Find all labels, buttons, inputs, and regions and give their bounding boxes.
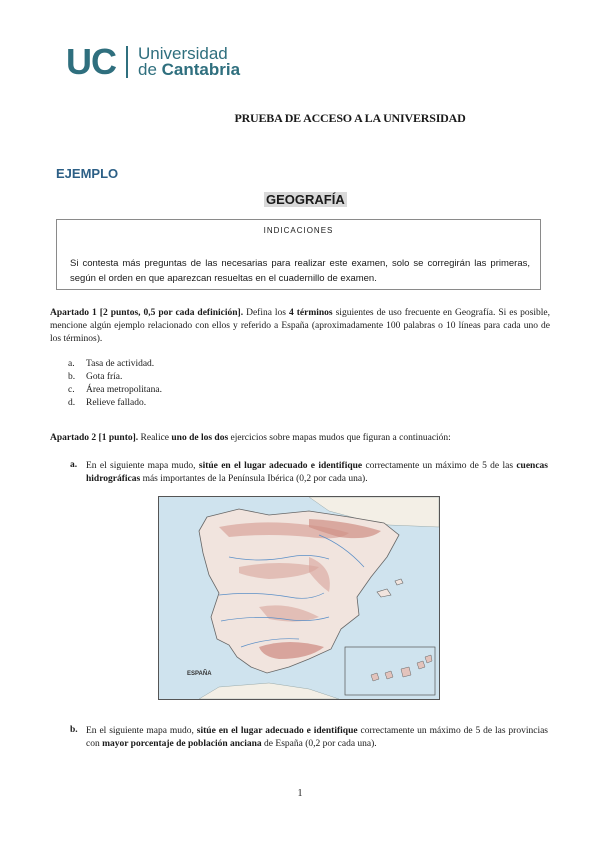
logo-uc-mark: UC xyxy=(66,41,116,82)
logo-line-1: Universidad xyxy=(138,44,228,63)
exercise-a-b1: sitúe en el lugar adecuado e identifique xyxy=(198,461,363,471)
list-marker: c. xyxy=(68,385,75,395)
exercise-b-text xyxy=(86,725,548,751)
section-1-statement xyxy=(50,307,550,346)
logo-line-2 xyxy=(138,62,240,78)
section-2-text-a: Realice xyxy=(138,433,172,443)
logo-line-2-bold: Cantabria xyxy=(161,60,241,79)
exercise-a-marker: a. xyxy=(70,460,78,470)
example-label: EJEMPLO xyxy=(56,166,119,181)
map-country-label: ESPAÑA xyxy=(187,671,212,677)
exam-title: PRUEBA DE ACCESO A LA UNIVERSIDAD xyxy=(234,111,466,125)
list-item xyxy=(68,397,162,410)
exercise-a-text xyxy=(86,460,548,486)
section-2-text-b: ejercicios sobre mapas mudos que figuran a continuación: xyxy=(228,433,451,443)
university-logo xyxy=(66,41,241,82)
indications-text: Si contesta más preguntas de las necesarias para realizar este examen, solo se corregirán las primeras, según el orden en que aparezcan resueltas en el cuadernillo de examen. xyxy=(70,258,530,284)
list-marker: d. xyxy=(68,398,76,408)
exercise-b-b1: sitúe en el lugar adecuado e identifique xyxy=(196,726,358,736)
exercise-a-t2: correctamente un máximo de 5 de las xyxy=(362,461,517,471)
list-item-text: Área metropolitana. xyxy=(86,385,162,395)
exercise-b-t1: En el siguiente mapa mudo, xyxy=(86,726,197,736)
section-1-text-b: siguientes de uso frecuente en Geografía. Si es posible, mencione algún ejemplo relacionado con ellos y referido a España (aproximadamente 100 palabras o 10 líneas para cada uno de los términos). xyxy=(50,308,550,344)
section-1-text-a: Defina los xyxy=(243,308,289,318)
exercise-b-b2: mayor porcentaje de población anciana xyxy=(102,739,262,749)
list-item-text: Relieve fallado. xyxy=(86,398,147,408)
indications-title: INDICACIONES xyxy=(263,226,334,235)
list-item-text: Gota fría. xyxy=(86,372,123,382)
list-marker: a. xyxy=(68,359,75,369)
exercise-a-b2: cuencas hidrográficas xyxy=(86,461,549,484)
section-2-bold: uno de los dos xyxy=(171,433,229,443)
logo-divider xyxy=(126,46,128,78)
list-item xyxy=(68,371,162,384)
section-1-label: Apartado 1 [2 puntos, 0,5 por cada definición]. xyxy=(50,308,244,318)
list-item xyxy=(68,384,162,397)
list-item xyxy=(68,358,162,371)
list-item-text: Tasa de actividad. xyxy=(86,359,155,369)
page-number: 1 xyxy=(297,788,303,799)
exercise-b-t2: correctamente un máximo de 5 de las provincias con xyxy=(86,726,549,749)
map-graphic xyxy=(159,497,439,699)
exercise-a-t1: En el siguiente mapa mudo, xyxy=(86,461,199,471)
logo-line-2-prefix: de xyxy=(138,60,162,79)
section-1-bold-terms: 4 términos xyxy=(289,308,333,318)
indications-box xyxy=(56,219,541,290)
exercise-b-marker: b. xyxy=(70,725,78,735)
exercise-b-t3: de España (0,2 por cada una). xyxy=(261,739,377,749)
spain-relief-map xyxy=(158,496,440,700)
section-2-statement xyxy=(50,432,550,445)
logo-wordmark xyxy=(138,46,240,78)
terms-list xyxy=(68,358,162,410)
exercise-a-t3: más importantes de la Península Ibérica (0,2 por cada una). xyxy=(140,474,368,484)
list-marker: b. xyxy=(68,372,76,382)
subject-title: GEOGRAFÍA xyxy=(266,192,345,207)
section-2-label: Apartado 2 [1 punto]. xyxy=(50,433,139,443)
